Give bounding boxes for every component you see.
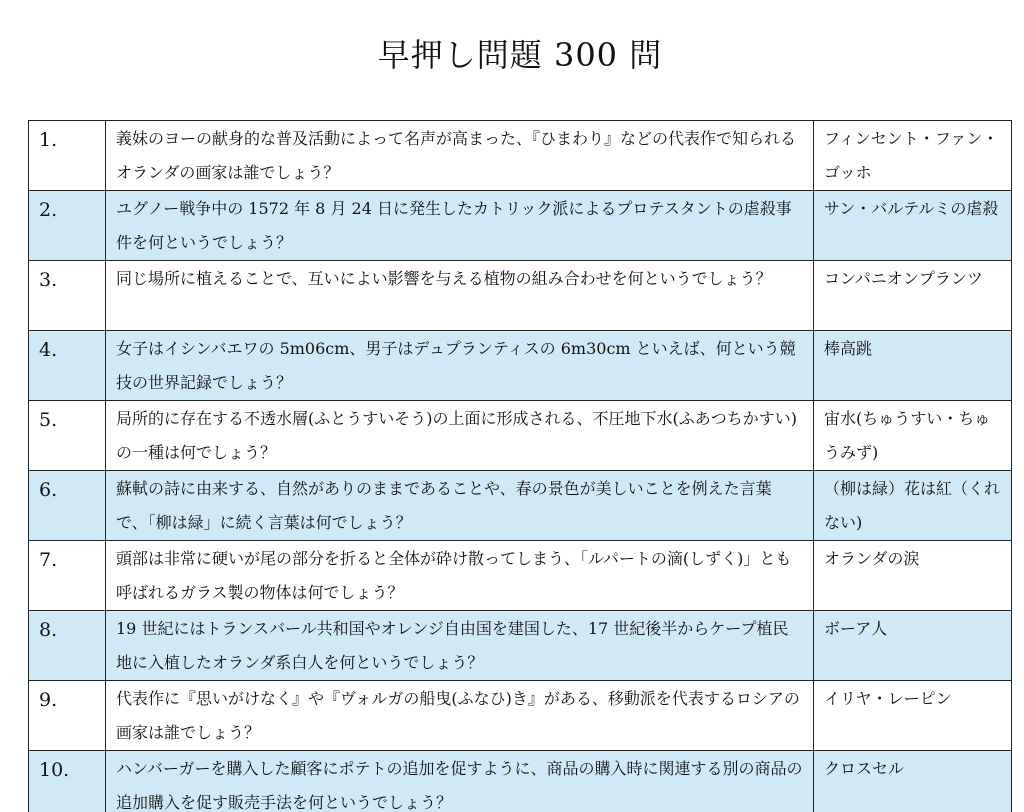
document-title: 早押し問題 300 問	[377, 36, 663, 74]
question-text: 局所的に存在する不透水層(ふとうすいそう)の上面に形成される、不圧地下水(ふあつちかすい)の一種は何でしょう？	[106, 400, 814, 470]
answer-text: クロスセル	[814, 750, 1012, 812]
question-text: 代表作に『思いがけなく』や『ヴォルガの船曳(ふなひ)き』がある、移動派を代表するロシアの画家は誰でしょう？	[106, 680, 814, 750]
table-row	[29, 750, 1012, 812]
answer-text: コンパニオンプランツ	[814, 261, 1012, 331]
quiz-table	[28, 120, 1012, 812]
answer-text: サン・バルテルミの虐殺	[814, 191, 1012, 261]
question-text: ユグノー戦争中の 1572 年 8 月 24 日に発生したカトリック派によるプロテスタントの虐殺事件を何というでしょう？	[106, 191, 814, 261]
question-number: 7.	[29, 540, 106, 610]
question-text: 同じ場所に植えることで、互いによい影響を与える植物の組み合わせを何というでしょう？	[106, 261, 814, 331]
question-number: 9.	[29, 680, 106, 750]
question-text: 義妹のヨーの献身的な普及活動によって名声が高まった、『ひまわり』などの代表作で知られるオランダの画家は誰でしょう？	[106, 121, 814, 191]
question-number: 6.	[29, 470, 106, 540]
question-number: 5.	[29, 400, 106, 470]
table-row	[29, 400, 1012, 470]
table-row	[29, 330, 1012, 400]
table-row	[29, 121, 1012, 191]
table-row	[29, 261, 1012, 331]
question-number: 2.	[29, 191, 106, 261]
table-row	[29, 680, 1012, 750]
answer-text: 宙水(ちゅうすい・ちゅうみず)	[814, 400, 1012, 470]
question-text: 蘇軾の詩に由来する、自然がありのままであることや、春の景色が美しいことを例えた言葉で、「柳は緑」に続く言葉は何でしょう？	[106, 470, 814, 540]
question-number: 3.	[29, 261, 106, 331]
question-number: 1.	[29, 121, 106, 191]
table-row	[29, 191, 1012, 261]
question-text: 頭部は非常に硬いが尾の部分を折ると全体が砕け散ってしまう、「ルパートの滴(しずく)」とも呼ばれるガラス製の物体は何でしょう？	[106, 540, 814, 610]
question-text: ハンバーガーを購入した顧客にポテトの追加を促すように、商品の購入時に関連する別の商品の追加購入を促す販売手法を何というでしょう？	[106, 750, 814, 812]
question-text: 女子はイシンバエワの 5m06cm、男子はデュプランティスの 6m30cm といえば、何という競技の世界記録でしょう？	[106, 330, 814, 400]
answer-text: ボーア人	[814, 610, 1012, 680]
answer-text: 棒高跳	[814, 330, 1012, 400]
answer-text: フィンセント・ファン・ゴッホ	[814, 121, 1012, 191]
answer-text: オランダの涙	[814, 540, 1012, 610]
answer-text: （柳は緑）花は紅（くれない)	[814, 470, 1012, 540]
question-number: 10.	[29, 750, 106, 812]
answer-text: イリヤ・レーピン	[814, 680, 1012, 750]
question-text: 19 世紀にはトランスバール共和国やオレンジ自由国を建国した、17 世紀後半からケープ植民地に入植したオランダ系白人を何というでしょう？	[106, 610, 814, 680]
table-row	[29, 610, 1012, 680]
question-number: 4.	[29, 330, 106, 400]
question-number: 8.	[29, 610, 106, 680]
table-row	[29, 540, 1012, 610]
table-row	[29, 470, 1012, 540]
